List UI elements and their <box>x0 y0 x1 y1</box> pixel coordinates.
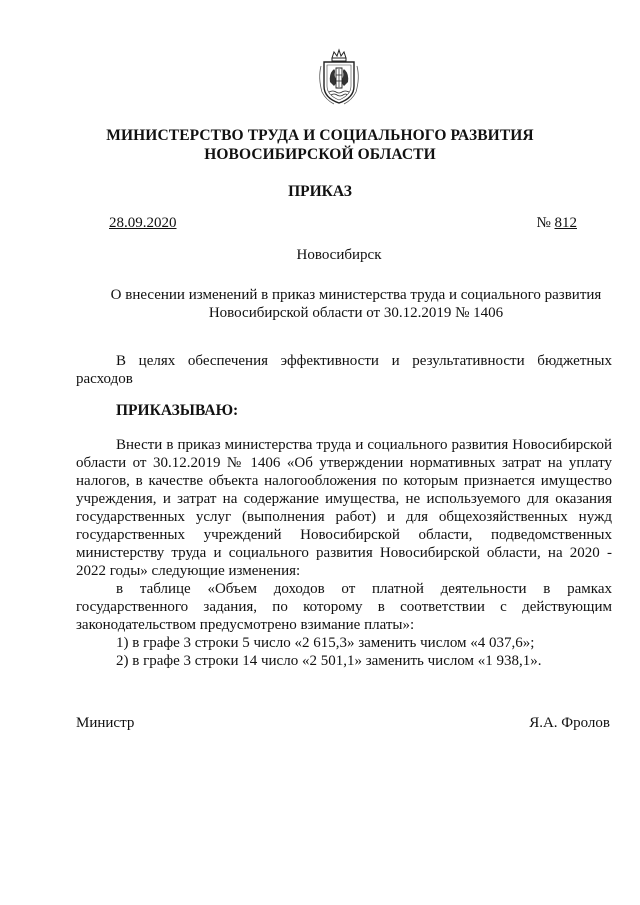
order-word: ПРИКАЗЫВАЮ: <box>116 402 239 419</box>
signatory-position: Министр <box>76 715 135 731</box>
document-type-title: ПРИКАЗ <box>288 183 352 200</box>
ministry-name-line1: МИНИСТЕРСТВО ТРУДА И СОЦИАЛЬНОГО РАЗВИТИЯ <box>106 127 534 144</box>
main-body <box>76 436 612 670</box>
purpose-paragraph <box>76 352 612 388</box>
signatory-name: Я.А. Фролов <box>529 715 610 731</box>
order-number <box>536 214 577 233</box>
coat-of-arms-icon <box>316 48 362 106</box>
table-paragraph: в таблице «Объем доходов от платной деятельности в рамках государственного задания, по которому в соответствии с действующим законодательством предусмотрено взимание платы»: <box>76 581 612 633</box>
change-item-1: 1) в графе 3 строки 5 число «2 615,3» заменить числом «4 037,6»; <box>116 635 535 651</box>
ministry-name-line2: НОВОСИБИРСКОЙ ОБЛАСТИ <box>204 146 436 163</box>
number-value: 812 <box>554 215 577 231</box>
main-paragraph: Внести в приказ министерства труда и социального развития Новосибирской области от 30.12.2019 № 1406 «Об утверждении нормативных затрат на уплату налогов, в качестве объекта налогообложения по которым признается имущество учреждения, и затрат на содержание имущества, не используемого для оказания государственных услуг (выполнения работ) и для общехозяйственных нужд государственных учреждений Новосибирской области, подведомственных министерству труда и социального развития Новосибирской области, на 2020 - 2022 годы» следующие изменения: <box>76 437 612 579</box>
number-sign: № <box>536 215 551 231</box>
purpose-text: В целях обеспечения эффективности и результативности бюджетных расходов <box>76 353 612 387</box>
order-date: 28.09.2020 <box>109 215 177 231</box>
order-subject: О внесении изменений в приказ министерства труда и социального развития Новосибирской области от 30.12.2019 № 1406 <box>110 287 602 321</box>
city-name: Новосибирск <box>296 247 382 263</box>
change-item-2: 2) в графе 3 строки 14 число «2 501,1» заменить числом «1 938,1». <box>116 653 542 669</box>
